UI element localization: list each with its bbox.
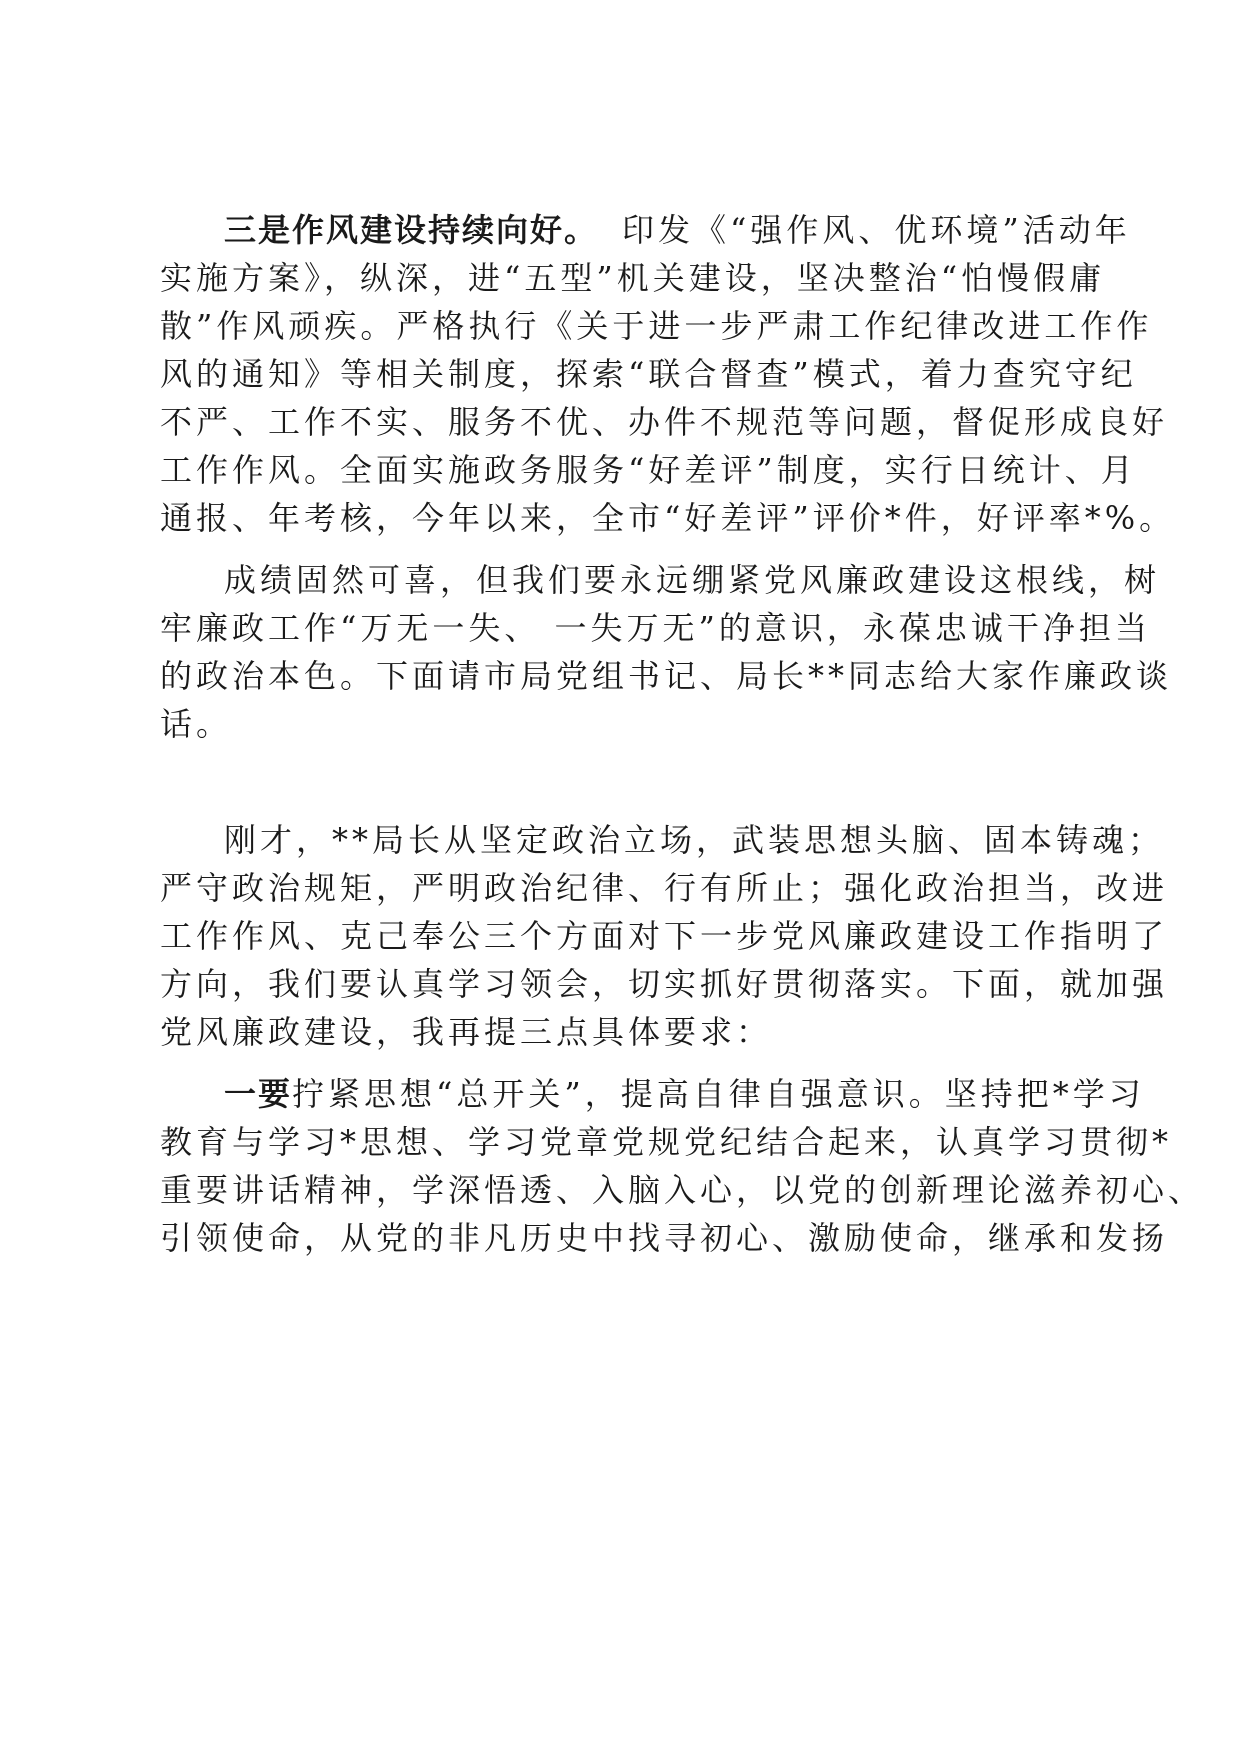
paragraph-line: 工作作风。全面实施政务服务“好差评”制度，实行日统计、月: [160, 451, 1137, 489]
paragraph-line: [224, 210, 1131, 250]
paragraph-line: 实施方案》，纵深，进“五型”机关建设，坚决整治“怕慢假庸: [160, 259, 1106, 297]
paragraph-line: 牢廉政工作“万无一失、 一失万无”的意识，永葆忠诚干净担当: [160, 609, 1151, 647]
paragraph-heading: 三是作风建设持续向好。: [224, 211, 599, 249]
paragraph-text: 印发《“强作风、优环境”活动年: [622, 211, 1131, 249]
paragraph-line: 成绩固然可喜，但我们要永远绷紧党风廉政建设这根线，树: [224, 561, 1161, 599]
paragraph-line: 党风廉政建设，我再提三点具体要求：: [160, 1013, 773, 1051]
paragraph-line: 方向，我们要认真学习领会，切实抓好贯彻落实。下面，就加强: [160, 965, 1169, 1003]
paragraph-line: [224, 1074, 1145, 1114]
paragraph-line: 散”作风顽疾。严格执行《关于进一步严肃工作纪律改进工作作: [160, 307, 1153, 345]
paragraph-line: 重要讲话精神，学深悟透、入脑入心，以党的创新理论滋养初心、: [160, 1171, 1205, 1209]
paragraph-line: 引领使命，从党的非凡历史中找寻初心、激励使命，继承和发扬: [160, 1219, 1169, 1257]
paragraph-line: 严守政治规矩，严明政治纪律、行有所止；强化政治担当，改进: [160, 869, 1169, 907]
paragraph-line: 刚才，**局长从坚定政治立场，武装思想头脑、固本铸魂；: [224, 821, 1165, 859]
paragraph-line: 的政治本色。下面请市局党组书记、局长**同志给大家作廉政谈: [160, 657, 1173, 695]
paragraph-line: 话。: [160, 705, 233, 743]
paragraph-line: 工作作风、克己奉公三个方面对下一步党风廉政建设工作指明了: [160, 917, 1169, 955]
paragraph-line: 通报、年考核，今年以来，全市“好差评”评价*件，好评率*%。: [160, 499, 1176, 537]
paragraph-line: 教育与学习*思想、学习党章党规党纪结合起来，认真学习贯彻*: [160, 1123, 1173, 1161]
paragraph-line: 风的通知》等相关制度，探索“联合督查”模式，着力查究守纪: [160, 355, 1137, 393]
paragraph-heading: 一要: [224, 1075, 293, 1113]
paragraph-line: 不严、工作不实、服务不优、办件不规范等问题，督促形成良好: [160, 403, 1169, 441]
paragraph-text: 拧紧思想“总开关”，提高自律自强意识。坚持把*学习: [292, 1075, 1145, 1113]
